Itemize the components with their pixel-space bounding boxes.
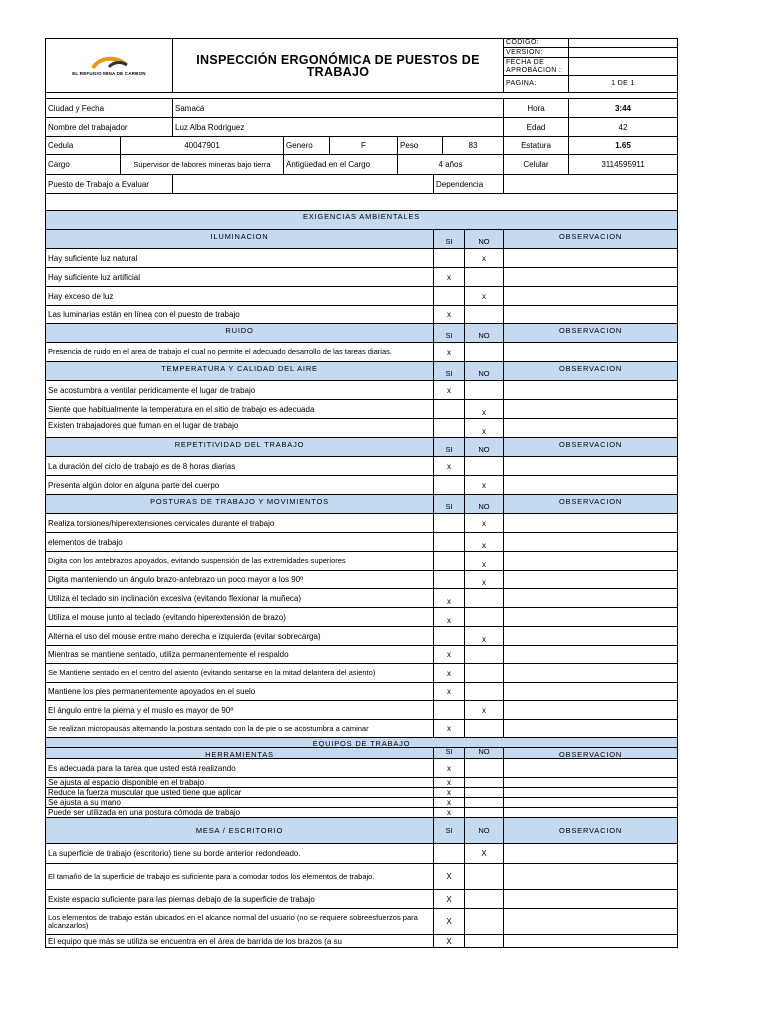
si-checkbox[interactable] xyxy=(434,249,465,268)
observation-cell[interactable] xyxy=(504,589,678,608)
ciudad-label: Ciudad y Fecha xyxy=(45,99,173,118)
no-checkbox[interactable] xyxy=(465,343,504,362)
version-value xyxy=(569,48,678,58)
no-column-header: NO xyxy=(465,748,504,759)
checklist-row xyxy=(45,514,678,533)
item-text: Siente que habitualmente la temperatura en el sitio de trabajo es adecuada xyxy=(45,400,434,419)
checklist-row xyxy=(45,552,678,571)
no-checkbox[interactable] xyxy=(465,808,504,818)
checklist-row xyxy=(45,909,678,935)
no-checkbox[interactable] xyxy=(465,720,504,738)
si-column-header: SI xyxy=(434,362,465,381)
observation-cell[interactable] xyxy=(504,701,678,720)
observation-cell[interactable] xyxy=(504,306,678,324)
no-checkbox[interactable] xyxy=(465,935,504,948)
no-column-header: NO xyxy=(465,362,504,381)
si-checkbox[interactable]: x xyxy=(434,788,465,798)
si-checkbox[interactable] xyxy=(434,627,465,646)
item-text: Hay suficiente luz natural xyxy=(45,249,434,268)
item-text: La superficie de trabajo (escritorio) tiene su borde anterior redondeado. xyxy=(45,844,434,864)
fecha-aprobacion-label: FECHA DE APROBACION : xyxy=(504,58,569,76)
fecha-aprobacion-value xyxy=(569,58,678,76)
temperatura-header-row xyxy=(45,362,678,381)
no-checkbox[interactable] xyxy=(465,909,504,935)
si-checkbox[interactable] xyxy=(434,701,465,720)
si-column-header: SI xyxy=(434,230,465,249)
item-text: Existen trabajadores que fuman en el lugar de trabajo xyxy=(45,419,434,438)
no-checkbox[interactable]: x xyxy=(465,571,504,589)
si-checkbox[interactable]: x xyxy=(434,759,465,778)
no-checkbox[interactable]: x xyxy=(465,533,504,552)
item-text: Se Mantiene sentado en el centro del asiento (evitando sentarse en la mitad delantera del asiento) xyxy=(45,664,434,683)
observacion-column-header: OBSERVACION xyxy=(504,495,678,514)
observacion-column-header: OBSERVACION xyxy=(504,324,678,343)
si-checkbox[interactable]: x xyxy=(434,646,465,664)
si-column-header: SI xyxy=(434,818,465,844)
checklist-row xyxy=(45,890,678,909)
si-checkbox[interactable]: x xyxy=(434,457,465,476)
observation-cell[interactable] xyxy=(504,778,678,788)
item-text: Las luminarias están en línea con el puesto de trabajo xyxy=(45,306,434,324)
observation-cell[interactable] xyxy=(504,287,678,306)
item-text: Se ajusta a su mano xyxy=(45,798,434,808)
item-text: Realiza torsiones/hiperextensiones cervicales durante el trabajo xyxy=(45,514,434,533)
no-checkbox[interactable]: x xyxy=(465,552,504,571)
observation-cell[interactable] xyxy=(504,608,678,627)
genero-value[interactable]: F xyxy=(330,137,398,155)
si-checkbox[interactable] xyxy=(434,533,465,552)
no-checkbox[interactable] xyxy=(465,890,504,909)
checklist-row xyxy=(45,788,678,798)
company-logo xyxy=(45,38,173,93)
no-checkbox[interactable] xyxy=(465,778,504,788)
si-checkbox[interactable]: x xyxy=(434,381,465,400)
no-checkbox[interactable]: x xyxy=(465,287,504,306)
observation-cell[interactable] xyxy=(504,400,678,419)
edad-value[interactable]: 42 xyxy=(569,118,678,137)
si-column-header: SI xyxy=(434,495,465,514)
si-checkbox[interactable]: x xyxy=(434,798,465,808)
si-checkbox[interactable]: x xyxy=(434,683,465,701)
herramientas-title: HERRAMIENTAS xyxy=(45,748,434,759)
genero-label: Genero xyxy=(284,137,330,155)
item-text: Reduce la fuerza muscular que usted tiene que aplicar xyxy=(45,788,434,798)
no-checkbox[interactable] xyxy=(465,608,504,627)
item-text: Alterna el uso del mouse entre mano derecha e izquierda (evitar sobrecarga) xyxy=(45,627,434,646)
checklist-row xyxy=(45,808,678,818)
si-checkbox[interactable]: x xyxy=(434,808,465,818)
observation-cell[interactable] xyxy=(504,935,678,948)
si-checkbox[interactable] xyxy=(434,287,465,306)
no-checkbox[interactable] xyxy=(465,864,504,890)
observation-cell[interactable] xyxy=(504,798,678,808)
no-checkbox[interactable] xyxy=(465,788,504,798)
observation-cell[interactable] xyxy=(504,864,678,890)
edad-label: Edad xyxy=(504,118,569,137)
repetitividad-title: REPETITIVIDAD DEL TRABAJO xyxy=(45,438,434,457)
checklist-row xyxy=(45,759,678,778)
item-text: Existe espacio suficiente para las piernas debajo de la superficie de trabajo xyxy=(45,890,434,909)
nombre-label: Nombre del trabajador xyxy=(45,118,173,137)
si-checkbox[interactable]: x xyxy=(434,608,465,627)
si-checkbox[interactable] xyxy=(434,476,465,495)
dependencia-label: Dependencia xyxy=(434,175,504,194)
no-checkbox[interactable] xyxy=(465,306,504,324)
si-column-header: SI xyxy=(434,324,465,343)
puesto-label: Puesto de Trabajo a Evaluar xyxy=(45,175,173,194)
checklist-row xyxy=(45,778,678,788)
temperatura-title: TEMPERATURA Y CALIDAD DEL AIRE xyxy=(45,362,434,381)
no-checkbox[interactable] xyxy=(465,268,504,287)
item-text: Es adecuada para la tarea que usted está realizando xyxy=(45,759,434,778)
item-text: Mientras se mantiene sentado, utiliza permanentemente el respaldo xyxy=(45,646,434,664)
observation-cell[interactable] xyxy=(504,457,678,476)
item-text: Se ajusta al espacio disponible en el trabajo xyxy=(45,778,434,788)
cargo-value[interactable]: Supervisor de labores mineras bajo tierra xyxy=(121,155,284,175)
item-text: La duración del ciclo de trabajo es de 8 horas diarias xyxy=(45,457,434,476)
item-text: Hay suficiente luz artificial xyxy=(45,268,434,287)
form-title: INSPECCIÓN ERGONÓMICA DE PUESTOS DE TRABAJO xyxy=(173,38,504,93)
checklist-row xyxy=(45,844,678,864)
observation-cell[interactable] xyxy=(504,476,678,495)
checklist-row xyxy=(45,935,678,948)
section-equipos-de-trabajo-row xyxy=(45,738,678,748)
cedula-value[interactable]: 40047901 xyxy=(121,137,284,155)
si-checkbox[interactable] xyxy=(434,552,465,571)
checklist-row xyxy=(45,664,678,683)
si-column-header: SI xyxy=(434,438,465,457)
no-checkbox[interactable] xyxy=(465,646,504,664)
checklist-row xyxy=(45,419,678,438)
item-text: Utiliza el mouse junto al teclado (evitando hiperextensión de brazo) xyxy=(45,608,434,627)
no-checkbox[interactable] xyxy=(465,457,504,476)
observacion-column-header: OBSERVACION xyxy=(504,438,678,457)
no-checkbox[interactable] xyxy=(465,683,504,701)
si-column-header: SI xyxy=(434,748,465,759)
observation-cell[interactable] xyxy=(504,909,678,935)
observation-cell[interactable] xyxy=(504,720,678,738)
section-equipos-de-trabajo: EQUIPOS DE TRABAJO xyxy=(45,738,678,748)
no-checkbox[interactable]: x xyxy=(465,419,504,438)
item-text: El tamaño de la superficie de trabajo es suficiente para a comodar todos los elementos de trabajo. xyxy=(45,864,434,890)
checklist-row xyxy=(45,343,678,362)
cargo-label: Cargo xyxy=(45,155,121,175)
no-column-header: NO xyxy=(465,438,504,457)
iluminacion-header-row xyxy=(45,230,678,249)
si-checkbox[interactable]: x xyxy=(434,778,465,788)
no-checkbox[interactable]: x xyxy=(465,701,504,720)
observacion-column-header: OBSERVACION xyxy=(504,230,678,249)
checklist-row xyxy=(45,249,678,268)
ruido-header-row xyxy=(45,324,678,343)
checklist-row xyxy=(45,627,678,646)
item-text: Hay exceso de luz xyxy=(45,287,434,306)
iluminacion-title: ILUMINACION xyxy=(45,230,434,249)
checklist-row xyxy=(45,720,678,738)
cedula-label: Cedula xyxy=(45,137,121,155)
si-checkbox[interactable]: X xyxy=(434,935,465,948)
no-checkbox[interactable] xyxy=(465,759,504,778)
mesa-header-row xyxy=(45,818,678,844)
estatura-label: Estatura xyxy=(504,137,569,155)
checklist-row xyxy=(45,864,678,890)
nombre-value[interactable]: Luz Alba Rodriguez xyxy=(173,118,504,137)
antiguedad-label: Antigüedad en el Cargo xyxy=(284,155,398,175)
item-text: El equipo que más se utiliza se encuentra en el área de barrida de los brazos (a su xyxy=(45,935,434,948)
observation-cell[interactable] xyxy=(504,381,678,400)
ciudad-value[interactable]: Samacá xyxy=(173,99,504,118)
no-checkbox[interactable]: x xyxy=(465,514,504,533)
pagina-value: 1 DE 1 xyxy=(569,76,678,93)
item-text: Se realizan micropausas alternando la postura sentado con la de pie o se acostumbra a caminar xyxy=(45,720,434,738)
no-checkbox[interactable] xyxy=(465,798,504,808)
checklist-row xyxy=(45,683,678,701)
mesa-title: MESA / ESCRITORIO xyxy=(45,818,434,844)
si-checkbox[interactable]: x xyxy=(434,268,465,287)
observation-cell[interactable] xyxy=(504,890,678,909)
repetitividad-header-row xyxy=(45,438,678,457)
no-column-header: NO xyxy=(465,324,504,343)
celular-value[interactable]: 3114595911 xyxy=(569,155,678,175)
si-checkbox[interactable]: x xyxy=(434,306,465,324)
section-exigencias-ambientales-row xyxy=(45,211,678,230)
observation-cell[interactable] xyxy=(504,664,678,683)
logo-text: EL REFUGIO MINA DE CARBON xyxy=(72,71,146,76)
observation-cell[interactable] xyxy=(504,268,678,287)
observacion-column-header: OBSERVACION xyxy=(504,818,678,844)
hora-value[interactable]: 3:44 xyxy=(569,99,678,118)
no-column-header: NO xyxy=(465,495,504,514)
checklist-row xyxy=(45,476,678,495)
checklist-row xyxy=(45,306,678,324)
checklist-row xyxy=(45,646,678,664)
item-text: El ángulo entre la pierna y el muslo es mayor de 90º xyxy=(45,701,434,720)
item-text: Los elementos de trabajo están ubicados en el alcance normal del usuario (no se requiere sobreesfuerzos para alcanzarlos) xyxy=(45,909,434,935)
no-checkbox[interactable]: X xyxy=(465,844,504,864)
item-text: Presencia de ruido en el area de trabajo el cual no permite el adecuado desarrollo de las tareas diarias. xyxy=(45,343,434,362)
checklist-row xyxy=(45,457,678,476)
no-checkbox[interactable]: x xyxy=(465,400,504,419)
hora-label: Hora xyxy=(504,99,569,118)
item-text: Utiliza el teclado sin inclinación excesiva (evitando flexionar la muñeca) xyxy=(45,589,434,608)
item-text: Puede ser utilizada en una postura cómoda de trabajo xyxy=(45,808,434,818)
checklist-row xyxy=(45,381,678,400)
si-checkbox[interactable] xyxy=(434,571,465,589)
no-checkbox[interactable] xyxy=(465,589,504,608)
inspection-form xyxy=(45,38,678,948)
si-checkbox[interactable]: x xyxy=(434,343,465,362)
observation-cell[interactable] xyxy=(504,552,678,571)
si-checkbox[interactable]: x xyxy=(434,664,465,683)
checklist-row xyxy=(45,589,678,608)
item-text: Mantiene los pies permanentemente apoyados en el suelo xyxy=(45,683,434,701)
form-body xyxy=(45,211,678,948)
observation-cell[interactable] xyxy=(504,627,678,646)
no-column-header: NO xyxy=(465,230,504,249)
codigo-value xyxy=(569,38,678,48)
section-exigencias-ambientales: EXIGENCIAS AMBIENTALES xyxy=(45,211,678,230)
si-checkbox[interactable] xyxy=(434,419,465,438)
no-column-header: NO xyxy=(465,818,504,844)
observacion-column-header: OBSERVACION xyxy=(504,362,678,381)
si-checkbox[interactable] xyxy=(434,400,465,419)
observation-cell[interactable] xyxy=(504,683,678,701)
observacion-column-header: OBSERVACION xyxy=(504,748,678,759)
item-text: Digita con los antebrazos apoyados, evitando suspensión de las extremidades superiores xyxy=(45,552,434,571)
si-checkbox[interactable]: X xyxy=(434,864,465,890)
puesto-value[interactable] xyxy=(173,175,434,194)
checklist-row xyxy=(45,268,678,287)
codigo-label: CÓDIGO: xyxy=(504,38,569,48)
item-text: Se acostumbra a ventilar peridicamente el lugar de trabajo xyxy=(45,381,434,400)
checklist-row xyxy=(45,571,678,589)
item-text: Digita manteniendo un ángulo brazo-antebrazo un poco mayor a los 90º xyxy=(45,571,434,589)
posturas-title: POSTURAS DE TRABAJO Y MOVIMIENTOS xyxy=(45,495,434,514)
si-checkbox[interactable]: x xyxy=(434,589,465,608)
si-checkbox[interactable]: X xyxy=(434,909,465,935)
checklist-row xyxy=(45,608,678,627)
checklist-row xyxy=(45,287,678,306)
version-label: VERSIÓN: xyxy=(504,48,569,58)
observation-cell[interactable] xyxy=(504,571,678,589)
observation-cell[interactable] xyxy=(504,759,678,778)
no-checkbox[interactable]: x xyxy=(465,627,504,646)
dependencia-value[interactable] xyxy=(504,175,678,194)
estatura-value[interactable]: 1.65 xyxy=(569,137,678,155)
si-checkbox[interactable]: x xyxy=(434,720,465,738)
herramientas-header-row xyxy=(45,748,678,759)
no-checkbox[interactable] xyxy=(465,664,504,683)
item-text: elementos de trabajo xyxy=(45,533,434,552)
observation-cell[interactable] xyxy=(504,808,678,818)
observation-cell[interactable] xyxy=(504,419,678,438)
peso-label: Peso xyxy=(398,137,443,155)
checklist-row xyxy=(45,400,678,419)
checklist-row xyxy=(45,701,678,720)
logo-arc-icon xyxy=(79,55,139,71)
pagina-label: PAGINA: xyxy=(504,76,569,93)
si-checkbox[interactable]: X xyxy=(434,890,465,909)
item-text: Presenta algún dolor en alguna parte del cuerpo xyxy=(45,476,434,495)
antiguedad-value[interactable]: 4 años xyxy=(398,155,504,175)
ruido-title: RUIDO xyxy=(45,324,434,343)
no-checkbox[interactable]: x xyxy=(465,476,504,495)
si-checkbox[interactable] xyxy=(434,844,465,864)
checklist-row xyxy=(45,533,678,552)
no-checkbox[interactable]: x xyxy=(465,249,504,268)
observation-cell[interactable] xyxy=(504,343,678,362)
celular-label: Celular xyxy=(504,155,569,175)
observation-cell[interactable] xyxy=(504,249,678,268)
observation-cell[interactable] xyxy=(504,533,678,552)
si-checkbox[interactable] xyxy=(434,514,465,533)
checklist-row xyxy=(45,798,678,808)
peso-value[interactable]: 83 xyxy=(443,137,504,155)
observation-cell[interactable] xyxy=(504,646,678,664)
posturas-header-row xyxy=(45,495,678,514)
observation-cell[interactable] xyxy=(504,514,678,533)
no-checkbox[interactable] xyxy=(465,381,504,400)
observation-cell[interactable] xyxy=(504,844,678,864)
observation-cell[interactable] xyxy=(504,788,678,798)
